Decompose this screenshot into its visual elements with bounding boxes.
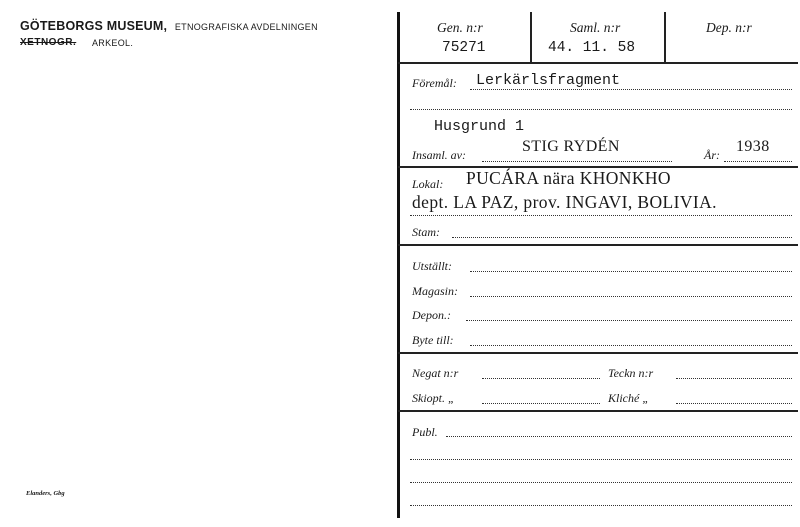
header-rule [398,62,798,64]
saml-label: Saml. n:r [570,20,621,35]
ar-label: År: [704,148,720,162]
skiopt-label: Skiopt. „ [412,391,455,405]
rule-after-byte [398,352,798,354]
lokal-label: Lokal: [412,177,444,191]
foremal-line-2 [410,109,792,110]
insamlat-line [482,161,672,162]
museum-name: GÖTEBORGS MUSEUM, [20,19,168,33]
stam-line [452,237,792,238]
rule-after-kliche [398,410,798,412]
struck-department: XETNOGR. [20,37,77,48]
dep-label: Dep. n:r [706,20,752,35]
lokal-value-2: dept. LA PAZ, prov. INGAVI, BOLIVIA. [412,192,717,212]
saml-value: 44. 11. 58 [548,40,636,56]
publ-line-4 [410,505,792,506]
lokal-line-2 [410,215,792,216]
printer-mark: Elanders, Gbg [26,490,65,497]
header-divider-2 [664,12,666,62]
ar-line [724,161,792,162]
gen-label: Gen. n:r [437,20,483,35]
ar-value: 1938 [736,138,770,155]
utstallt-label: Utställt: [412,259,453,273]
publ-line-3 [410,482,792,483]
insamlat-value: STIG RYDÉN [522,138,620,155]
museum-title [20,19,318,33]
byte-label: Byte till: [412,333,454,347]
teckn-line [676,378,792,379]
publ-line-2 [410,459,792,460]
kliche-line [676,403,792,404]
byte-line [470,345,792,346]
header-divider-1 [530,12,532,62]
gen-value: 75271 [442,40,486,56]
insamlat-label: Insaml. av: [412,148,466,162]
depon-line [466,320,792,321]
card-left-border [397,12,400,518]
rule-after-stam [398,244,798,246]
depon-label: Depon.: [412,308,451,322]
publ-line-1 [446,436,792,437]
kliche-label: Kliché „ [608,391,649,405]
foremal-line [470,89,792,90]
skiopt-line [482,403,600,404]
magasin-line [470,296,792,297]
extra-value: Husgrund 1 [434,118,525,135]
publ-label: Publ. [412,425,438,439]
foremal-value: Lerkärlsfragment [476,72,621,89]
negat-label: Negat n:r [412,366,459,380]
department-name: ETNOGRAFISKA AVDELNINGEN [174,22,318,32]
stam-label: Stam: [412,225,440,239]
lokal-value-1: PUCÁRA nära KHONKHO [466,168,671,188]
sub-department: ARKEOL. [92,38,134,48]
negat-line [482,378,600,379]
utstallt-line [470,271,792,272]
foremal-label: Föremål: [412,76,457,90]
teckn-label: Teckn n:r [608,366,654,380]
magasin-label: Magasin: [412,284,458,298]
